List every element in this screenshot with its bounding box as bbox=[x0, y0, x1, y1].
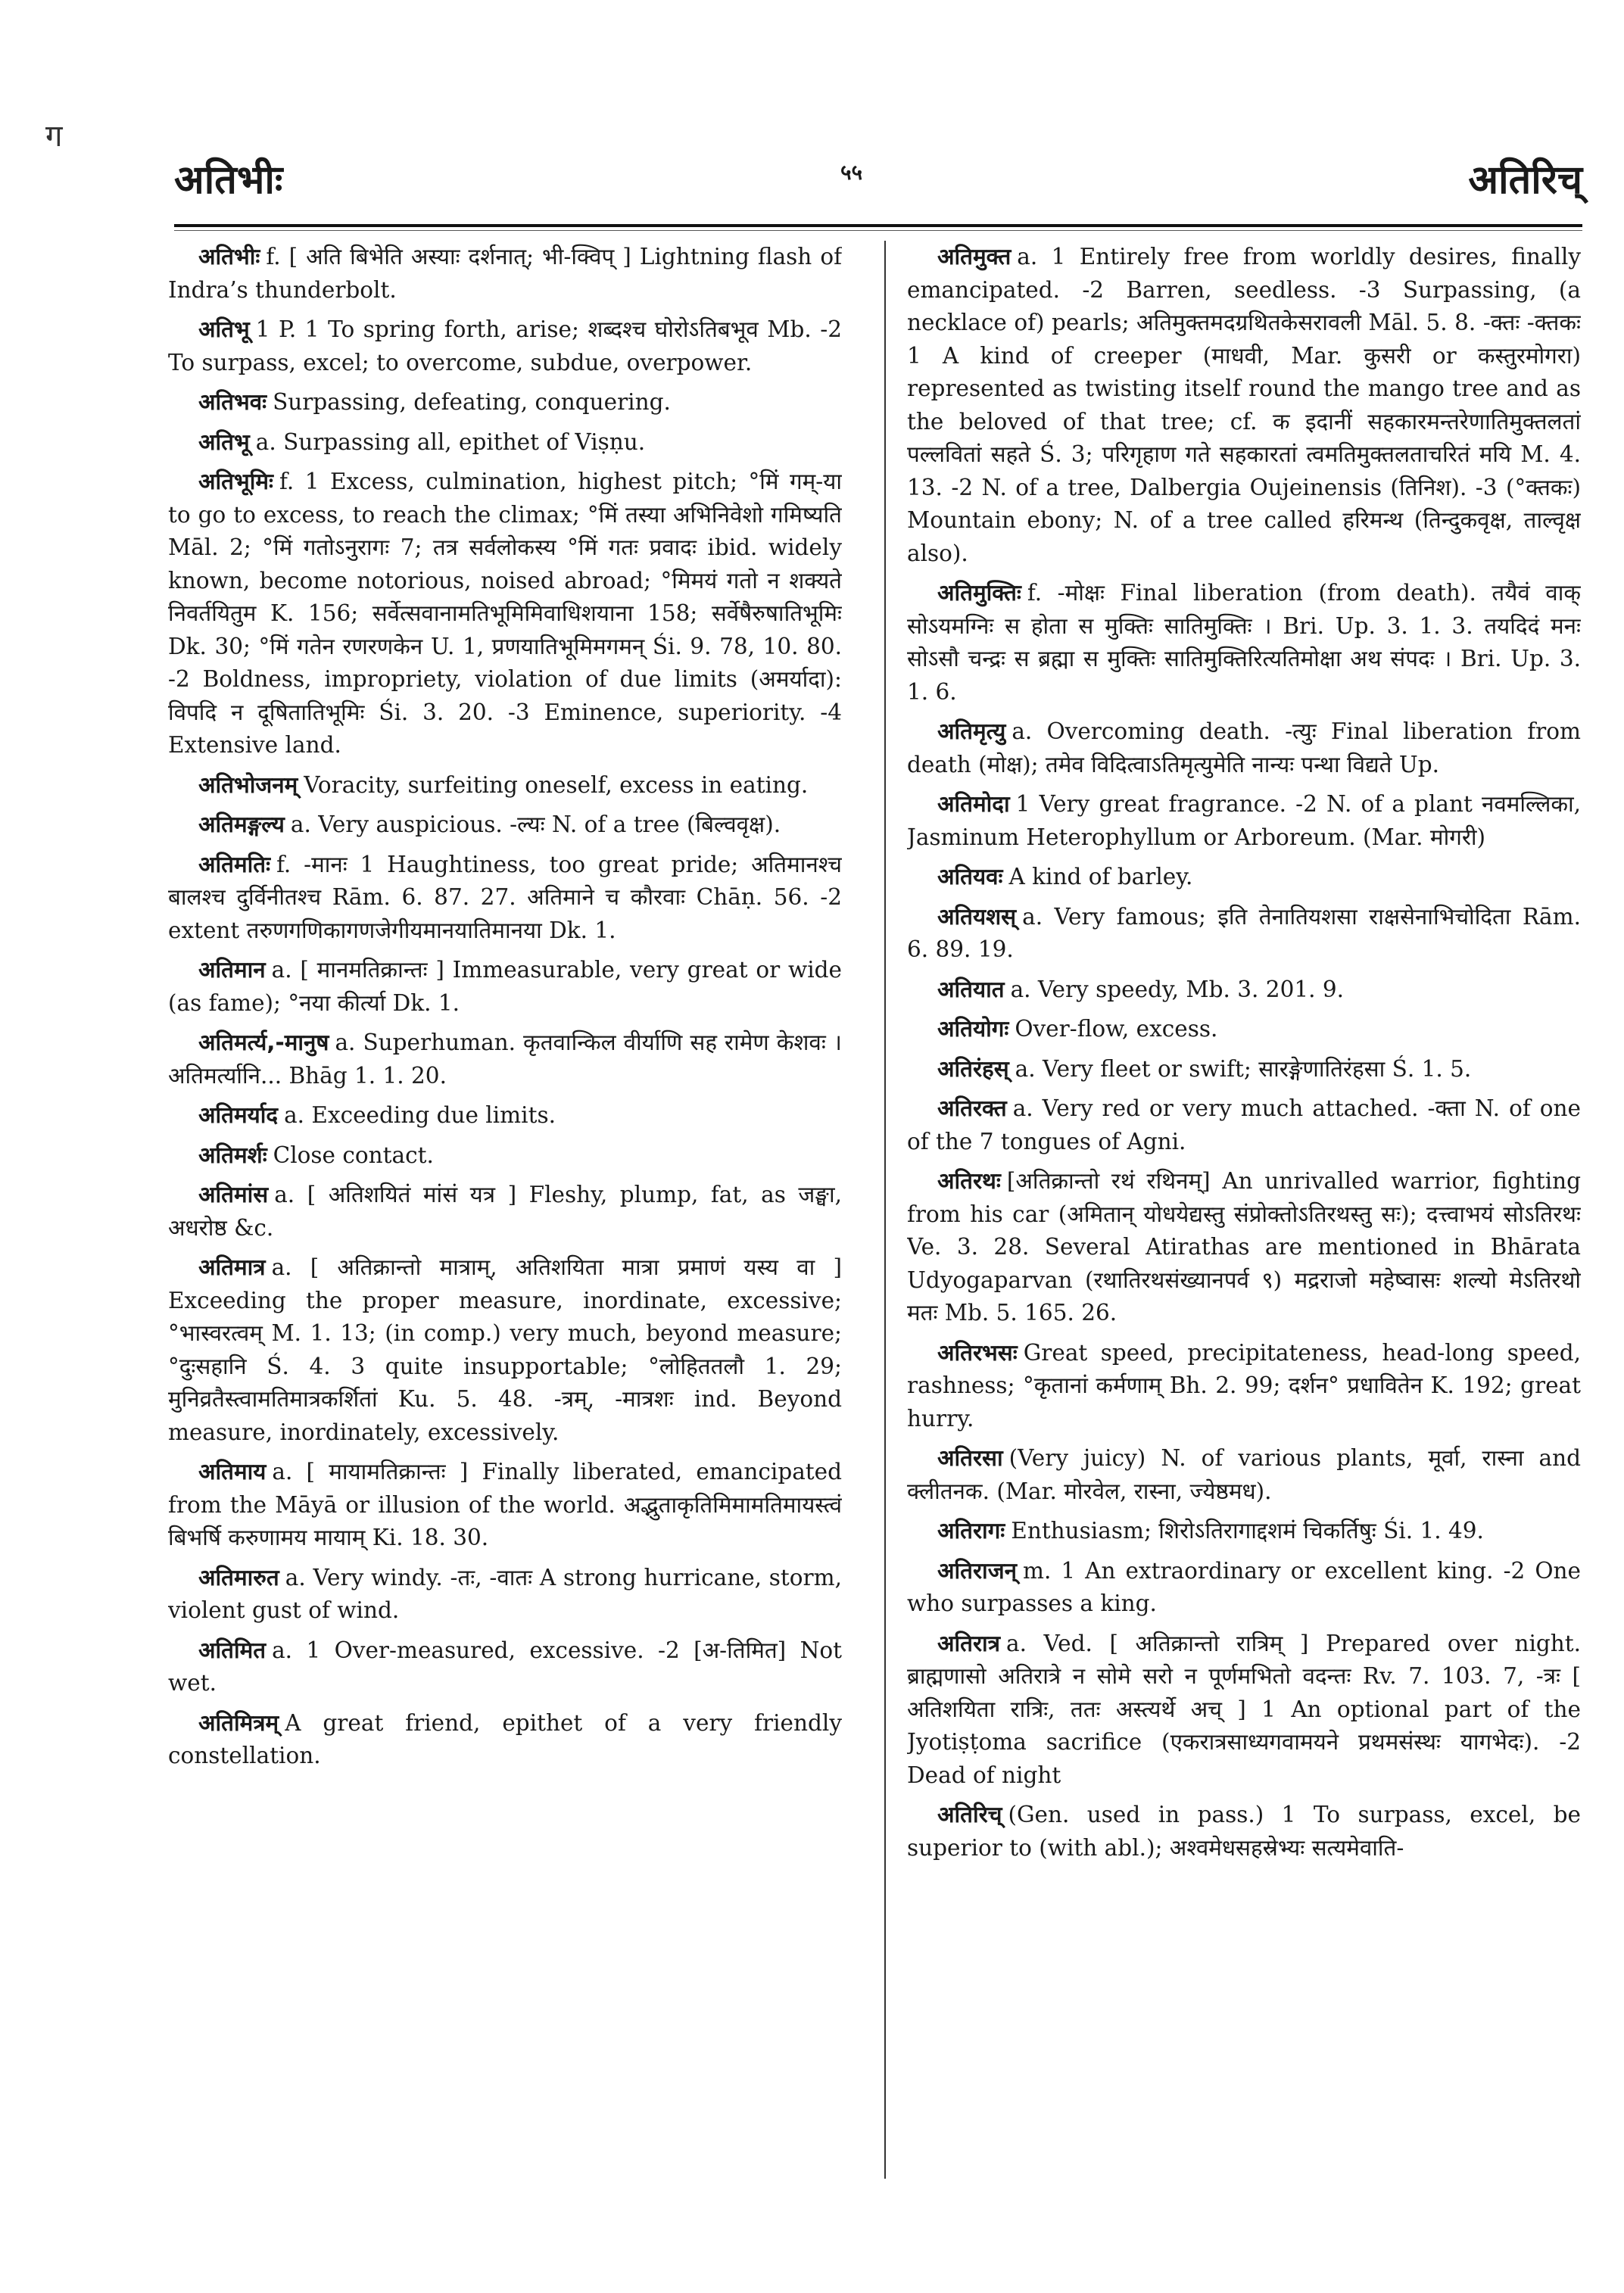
entry-definition: Over-flow, excess. bbox=[1015, 1016, 1218, 1042]
dictionary-entry bbox=[907, 974, 1581, 1007]
dictionary-entry bbox=[168, 313, 842, 379]
entry-headword: अतिभूमिः bbox=[198, 469, 273, 494]
entry-definition: a. Overcoming death. -त्युः Final liberation from death (मोक्ष); तमेव विदित्वाऽतिमृत्युमेति नान्यः पन्था विद्यते Up. bbox=[907, 718, 1581, 777]
entry-definition: f. 1 Excess, culmination, highest pitch; °मिं गम्-या to go to excess, to reach the climax; °मिं तस्या अभिनिवेशो गमिष्यति Māl. 2; °मिं गतोऽनुरागः 7; तत्र सर्वलोकस्य °मिं गतः प्रवादः ibid. widely known, become notorious, noised abroad; °मिमयं गतो न शक्यते निवर्तयितुम K. 156; सर्वेत्सवानामतिभूमिमिवाधिशयाना 158; सर्वेषैरुषातिभूमिः Dk. 30; °मिं गतेन रणरणकेन U. 1, प्रणयातिभूमिमगमन् Śi. 9. 78, 10. 80. -2 Boldness, impropriety, violation of due limits (अमर्यादा): विपदि न दूषितातिभूमिः Śi. 3. 20. -3 Eminence, superiority. -4 Extensive land. bbox=[168, 469, 842, 758]
entry-headword: अतिभू bbox=[198, 316, 250, 342]
dictionary-entry bbox=[168, 1562, 842, 1628]
entry-headword: अतिमात्र bbox=[198, 1254, 266, 1280]
dictionary-entry bbox=[907, 1515, 1581, 1548]
dictionary-entry bbox=[168, 808, 842, 842]
dictionary-entry bbox=[168, 1251, 842, 1449]
dictionary-entry bbox=[168, 466, 842, 762]
entry-headword: अतिमुक्तिः bbox=[937, 580, 1021, 606]
entry-definition: a. 1 Entirely free from worldly desires, finally emancipated. -2 Barren, seedless. -3 Surpassing, (a necklace of) pearls; अतिमुक्तमदग्रथितकेसरावली Māl. 5. 8. -क्तः -क्तकः 1 A kind of creeper (माधवी, Mar. कुसरी or कस्तुरमोगरा) represented as twisting itself round the mango tree and as the beloved of that tree; cf. क इदानीं सहकारमन्तरेणातिमुक्तलतां पल्लवितां सहते Ś. 3; परिगृहाण गते सहकारतां त्वमतिमुक्तलताचरितं मयि M. 4. 13. -2 N. of a tree, Dalbergia Oujeinensis (तिनिश). -3 (°क्तकः) Mountain ebony; N. of a tree called हरिमन्थ (तिन्दुकवृक्ष, ताल्वृक्ष also). bbox=[907, 244, 1581, 566]
dictionary-entry bbox=[907, 1013, 1581, 1046]
entry-headword: अतिरक्त bbox=[937, 1095, 1007, 1121]
dictionary-entry bbox=[907, 1799, 1581, 1865]
entry-definition: a. Surpassing all, epithet of Viṣṇu. bbox=[255, 428, 646, 455]
entry-headword: अतिरिच् bbox=[937, 1802, 1002, 1827]
entry-headword: अतिमुक्त bbox=[937, 244, 1011, 269]
entry-definition: a. Superhuman. कृतवान्किल वीर्याणि सह रामेण केशवः । अतिमर्त्यानि... Bhāg 1. 1. 20. bbox=[168, 1030, 842, 1089]
entry-definition: a. Very speedy, Mb. 3. 201. 9. bbox=[1010, 976, 1345, 1002]
entry-headword: अतिभीः bbox=[198, 244, 260, 269]
entry-definition: a. [ अतिशयितं मांसं यत्र ] Fleshy, plump, fat, as जङ्घा, अधरोष्ठ &c. bbox=[168, 1182, 842, 1241]
entry-headword: अतिरात्र bbox=[937, 1630, 1000, 1656]
dictionary-entry bbox=[907, 1053, 1581, 1086]
entry-definition: a. Ved. [ अतिक्रान्तो रात्रिम् ] Prepared over night. ब्राह्मणासो अतिरात्रे न सोमे सरो न पूर्णमभितो वदन्तः Rv. 7. 103. 7, -त्रः [ अतिशयिता रात्रिः, ततः अस्त्यर्थे अच् ] 1 An optional part of the Jyotiṣṭoma sacrifice (एकरात्रसाध्यगवामयने प्रथमसंस्थः यागभेदः). -2 Dead of night bbox=[907, 1630, 1581, 1788]
entry-headword: अतिमर्याद bbox=[198, 1102, 279, 1128]
entry-definition: a. 1 Over-measured, excessive. -2 [अ-तिमित] Not wet. bbox=[168, 1637, 842, 1696]
entry-definition: Great speed, precipitateness, head-long speed, rashness; °कृतानां कर्मणाम् Bh. 2. 99; दर्शन° प्रधावितेन K. 192; great hurry. bbox=[907, 1339, 1581, 1432]
dictionary-entry bbox=[168, 769, 842, 802]
dictionary-entry bbox=[907, 861, 1581, 894]
entry-headword: अतिमृत्यु bbox=[937, 718, 1006, 744]
entry-headword: अतिभोजनम् bbox=[198, 771, 298, 798]
dictionary-entry bbox=[907, 1092, 1581, 1158]
dictionary-entry bbox=[907, 1442, 1581, 1508]
page-header bbox=[174, 151, 1582, 220]
dictionary-entry bbox=[907, 241, 1581, 570]
dictionary-entry bbox=[168, 1456, 842, 1555]
entry-headword: अतिमोदा bbox=[937, 791, 1010, 817]
dictionary-entry bbox=[168, 241, 842, 307]
entry-headword: अतिमारुत bbox=[198, 1564, 279, 1590]
entry-headword: अतिभू bbox=[198, 428, 250, 455]
entry-headword: अतियोगः bbox=[937, 1016, 1009, 1042]
entry-headword: अतिमङ्गल्य bbox=[198, 812, 285, 837]
entry-definition: a. Very windy. -तः, -वातः A strong hurricane, storm, violent gust of wind. bbox=[168, 1564, 842, 1623]
entry-headword: अतिभवः bbox=[198, 389, 267, 415]
entry-definition: A kind of barley. bbox=[1008, 864, 1193, 889]
entry-definition: a. Exceeding due limits. bbox=[284, 1102, 556, 1128]
column-divider bbox=[884, 241, 886, 2179]
right-column bbox=[907, 241, 1581, 2239]
entry-definition: Close contact. bbox=[273, 1142, 434, 1168]
entry-headword: अतियवः bbox=[937, 864, 1003, 889]
entry-headword: अतिमर्शः bbox=[198, 1142, 267, 1168]
entry-headword: अतिमित्रम् bbox=[198, 1709, 279, 1736]
entry-headword: अतिरथः bbox=[937, 1168, 1001, 1194]
dictionary-entry bbox=[168, 1139, 842, 1173]
entry-headword: अतिमर्त्य,-मानुष bbox=[198, 1030, 329, 1055]
entry-headword: अतिमान bbox=[198, 957, 266, 983]
dictionary-entry bbox=[907, 1555, 1581, 1621]
entry-definition: m. 1 An extraordinary or excellent king. -2 One who surpasses a king. bbox=[907, 1557, 1581, 1616]
entry-definition: [अतिक्रान्तो रथं रथिनम्] An unrivalled warrior, fighting from his car (अमितान् योधयेद्यस्तु संप्रोक्तोऽतिरथस्तु सः); दत्त्वाभयं सोऽतिरथः Ve. 3. 28. Several Atirathas are mentioned in Bhārata Udyogaparvan (रथातिरथसंख्यानपर्व ९) मद्रराजो महेष्वासः शल्यो मेऽतिरथो मतः Mb. 5. 165. 26. bbox=[907, 1168, 1581, 1326]
dictionary-entry bbox=[907, 901, 1581, 967]
entry-definition: Enthusiasm; शिरोऽतिरागाद्दशमं चिकर्तिषुः Śi. 1. 49. bbox=[1011, 1518, 1484, 1544]
dictionary-entry bbox=[907, 715, 1581, 781]
entry-definition: a. Very famous; इति तेनातियशसा राक्षसेनाभिचोदिता Rām. 6. 89. 19. bbox=[907, 903, 1581, 962]
entry-definition: a. Very fleet or swift; सारङ्गेणातिरंहसा Ś. 1. 5. bbox=[1015, 1055, 1472, 1082]
header-right-guideword: अतिरिच् bbox=[1468, 157, 1582, 203]
entry-definition: Voracity, surfeiting oneself, excess in eating. bbox=[304, 771, 809, 798]
dictionary-entry bbox=[168, 954, 842, 1020]
entry-definition: (Gen. used in pass.) 1 To surpass, excel, be superior to (with abl.); अश्वमेधसहस्रेभ्यः सत्यमेवाति- bbox=[907, 1802, 1581, 1861]
entry-headword: अतिरागः bbox=[937, 1518, 1005, 1544]
entry-definition: A great friend, epithet of a very friendly constellation. bbox=[168, 1709, 842, 1768]
entry-definition: (Very juicy) N. of various plants, मूर्वा, रास्ना and क्लीतनक. (Mar. मोरवेल, रास्ना, ज्येष्ठमध). bbox=[907, 1445, 1581, 1504]
entry-definition: Surpassing, defeating, conquering. bbox=[273, 389, 671, 415]
entry-headword: अतिराजन् bbox=[937, 1557, 1017, 1584]
header-rule bbox=[174, 224, 1582, 231]
entry-definition: f. [ अति बिभेति अस्याः दर्शनात्; भी-क्विप् ] Lightning flash of Indra’s thunderbolt. bbox=[168, 244, 842, 303]
dictionary-entry bbox=[168, 426, 842, 460]
entry-headword: अतिमित bbox=[198, 1637, 267, 1663]
entry-definition: a. Very auspicious. -ल्यः N. of a tree (बिल्ववृक्ष). bbox=[290, 812, 781, 837]
dictionary-entry bbox=[168, 1179, 842, 1245]
dictionary-entry bbox=[907, 788, 1581, 854]
dictionary-entry bbox=[168, 386, 842, 419]
entry-definition: a. [ अतिक्रान्तो मात्राम्, अतिशयिता मात्रा प्रमाणं यस्य वा ] Exceeding the proper measure, inordinate, excessive; °भास्वरत्वम् M. 1. 13; (in comp.) very much, beyond measure; °दुःसहानि Ś. 4. 3 quite insupportable; °लोहिततलौ 1. 29; मुनिव्रतैस्त्वामतिमात्रकर्शितां Ku. 5. 48. -त्रम्, -मात्रशः ind. Beyond measure, inordinately, excessively. bbox=[168, 1254, 842, 1445]
left-column bbox=[168, 241, 842, 2239]
header-left-guideword: अतिभीः bbox=[174, 157, 283, 203]
dictionary-entry bbox=[907, 1628, 1581, 1793]
entry-headword: अतिरभसः bbox=[937, 1339, 1018, 1366]
entry-definition: 1 P. 1 To spring forth, arise; शब्दश्च घोरोऽतिबभूव Mb. -2 To surpass, excel; to overcome, subdue, overpower. bbox=[168, 316, 842, 375]
dictionary-entry bbox=[168, 1634, 842, 1700]
dictionary-entry bbox=[907, 577, 1581, 709]
dictionary-entry bbox=[168, 849, 842, 948]
entry-headword: अतियशस् bbox=[937, 903, 1017, 930]
entry-headword: अतिरंहस् bbox=[937, 1055, 1009, 1082]
entry-headword: अतिमांस bbox=[198, 1182, 269, 1207]
entry-definition: a. [ मायामतिक्रान्तः ] Finally liberated, emancipated from the Māyā or illusion of the world. अद्भुताकृतिमिमामतिमायस्त्वं बिभर्षि करुणामय मायाम् Ki. 18. 30. bbox=[168, 1459, 842, 1550]
entry-headword: अतियात bbox=[937, 976, 1005, 1002]
entry-definition: a. [ मानमतिक्रान्तः ] Immeasurable, very great or wide (as fame); °नया कीर्त्या Dk. 1. bbox=[168, 957, 842, 1016]
dictionary-entry bbox=[168, 1707, 842, 1773]
entry-headword: अतिरसा bbox=[937, 1445, 1003, 1471]
dictionary-entry bbox=[907, 1165, 1581, 1330]
margin-mark: ग bbox=[45, 119, 63, 154]
dictionary-entry bbox=[907, 1337, 1581, 1436]
entry-definition: a. Very red or very much attached. -क्ता N. of one of the 7 tongues of Agni. bbox=[907, 1095, 1581, 1154]
entry-definition: 1 Very great fragrance. -2 N. of a plant नवमल्लिका, Jasminum Heterophyllum or Arboreum. (Mar. मोगरी) bbox=[907, 791, 1581, 850]
entry-definition: f. -मोक्षः Final liberation (from death). तयैवं वाक् सोऽयमग्निः स होता स मुक्तिः सातिमुक्तिः । Bri. Up. 3. 1. 3. तयदिदं मनः सोऽसौ चन्द्रः स ब्रह्मा स मुक्तिः सातिमुक्तिरित्यतिमोक्षा अथ संपदः । Bri. Up. 3. 1. 6. bbox=[907, 580, 1581, 705]
entry-definition: f. -मानः 1 Haughtiness, too great pride; अतिमानश्च बालश्च दुर्विनीतश्च Rām. 6. 87. 27. अतिमाने च कौरवाः Chāṇ. 56. -2 extent तरुणगणिकागणजेगीयमानयातिमानया Dk. 1. bbox=[168, 851, 842, 943]
dictionary-entry bbox=[168, 1099, 842, 1132]
page-number: ५५ bbox=[840, 160, 863, 185]
entry-headword: अतिमतिः bbox=[198, 851, 271, 877]
dictionary-entry bbox=[168, 1027, 842, 1092]
entry-headword: अतिमाय bbox=[198, 1459, 267, 1485]
